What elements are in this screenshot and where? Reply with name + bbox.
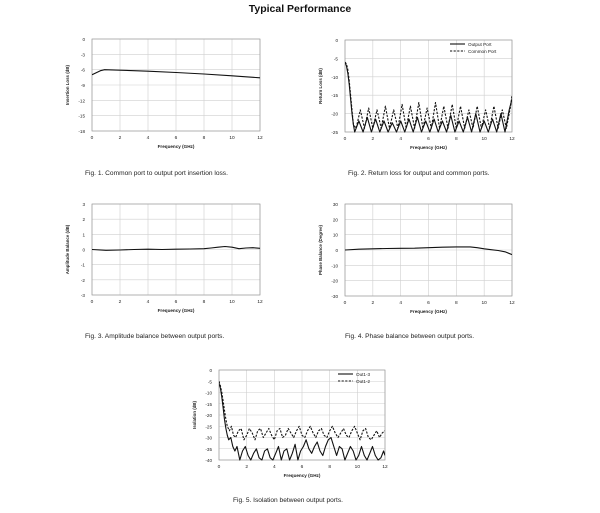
chart-1 <box>65 37 263 149</box>
chart-3 <box>65 202 263 313</box>
x-axis-label: Frequency (GHz) <box>283 473 321 478</box>
x-tick-label: 2 <box>371 301 375 306</box>
y-tick-label: 20 <box>332 217 338 223</box>
y-tick-label: -18 <box>78 129 85 134</box>
y-tick-label: 2 <box>82 217 85 223</box>
caption-fig5: Fig. 5. Isolation between output ports. <box>233 497 343 504</box>
x-tick-label: 10 <box>481 301 487 306</box>
x-tick-label: 6 <box>300 465 304 470</box>
chart-2 <box>318 38 515 150</box>
y-tick-label: 10 <box>332 232 338 238</box>
chart-4 <box>318 202 515 314</box>
legend-label: Out1-2 <box>356 378 371 384</box>
y-tick-label: 0 <box>82 247 85 253</box>
y-tick-label: -25 <box>205 424 212 430</box>
x-tick-label: 8 <box>454 301 458 306</box>
y-tick-label: -3 <box>80 293 85 298</box>
y-tick-label: -20 <box>205 413 212 418</box>
y-tick-label: 0 <box>209 368 212 373</box>
x-tick-label: 8 <box>454 137 458 142</box>
caption-fig3: Fig. 3. Amplitude balance between output ports. <box>85 333 225 340</box>
y-axis-label: Phase Balance (Degree) <box>318 224 323 276</box>
y-tick-label: -25 <box>331 130 338 135</box>
y-tick-label: -20 <box>331 111 338 117</box>
x-tick-label: 6 <box>427 137 430 142</box>
x-tick-label: 6 <box>427 301 430 306</box>
y-tick-label: -3 <box>80 52 85 58</box>
y-tick-label: -15 <box>331 93 338 99</box>
y-tick-label: -40 <box>205 458 212 463</box>
x-tick-label: 6 <box>174 136 178 141</box>
legend <box>450 42 497 54</box>
x-tick-label: 0 <box>343 137 347 142</box>
y-tick-label: 0 <box>335 248 338 253</box>
x-tick-label: 4 <box>399 137 403 142</box>
legend-label: Output Port <box>468 41 492 47</box>
legend-label: Common Port <box>468 48 497 54</box>
x-tick-label: 12 <box>382 465 388 470</box>
x-axis-label: Frequency (GHz) <box>410 145 447 150</box>
x-tick-label: 0 <box>343 301 347 306</box>
chart-5 <box>192 368 388 478</box>
x-tick-label: 0 <box>217 465 221 470</box>
y-tick-label: 30 <box>332 202 338 207</box>
y-tick-label: -2 <box>80 277 85 283</box>
y-tick-label: -10 <box>205 390 212 396</box>
y-tick-label: -15 <box>78 113 85 119</box>
x-tick-label: 0 <box>90 136 94 141</box>
x-tick-label: 8 <box>202 300 206 305</box>
caption-fig4: Fig. 4. Phase balance between output ports. <box>345 333 475 340</box>
y-tick-label: -5 <box>207 379 212 385</box>
y-tick-label: -12 <box>78 98 85 104</box>
x-tick-label: 2 <box>371 137 375 142</box>
y-tick-label: -20 <box>331 278 338 284</box>
caption-fig2: Fig. 2. Return loss for output and common ports. <box>348 170 490 177</box>
y-tick-label: -10 <box>331 74 338 80</box>
x-tick-label: 12 <box>509 301 515 306</box>
y-tick-label: -10 <box>331 263 338 269</box>
y-tick-label: 3 <box>82 202 85 207</box>
y-tick-label: -1 <box>80 262 85 268</box>
y-tick-label: -5 <box>333 56 338 62</box>
x-tick-label: 2 <box>245 465 249 470</box>
x-tick-label: 0 <box>90 300 94 305</box>
y-axis-label: Return Loss (dB) <box>318 68 323 104</box>
caption-fig1: Fig. 1. Common port to output port insertion loss. <box>85 170 228 177</box>
y-tick-label: 0 <box>82 37 85 42</box>
x-axis-label: Frequency (GHz) <box>410 309 447 314</box>
x-tick-label: 10 <box>229 300 235 305</box>
page-title: Typical Performance <box>248 3 352 15</box>
y-tick-label: -35 <box>205 446 212 452</box>
x-tick-label: 12 <box>257 300 263 305</box>
x-tick-label: 4 <box>146 300 150 305</box>
x-tick-label: 10 <box>481 137 487 142</box>
y-tick-label: -30 <box>205 435 212 441</box>
y-tick-label: -9 <box>80 83 85 88</box>
y-axis-label: Amplitude Balance (dB) <box>65 224 70 275</box>
y-tick-label: -15 <box>205 401 212 407</box>
x-tick-label: 8 <box>328 465 332 470</box>
x-tick-label: 10 <box>354 465 361 470</box>
x-axis-label: Frequency (GHz) <box>157 308 195 313</box>
legend <box>338 372 370 384</box>
x-tick-label: 12 <box>257 136 263 141</box>
x-tick-label: 2 <box>118 300 122 305</box>
legend-label: Out1-3 <box>356 371 371 377</box>
y-axis-label: Isolation (dB) <box>192 400 197 430</box>
y-tick-label: -6 <box>80 67 85 73</box>
y-tick-label: -30 <box>331 294 338 299</box>
x-tick-label: 4 <box>399 301 403 306</box>
y-tick-label: 1 <box>82 232 85 238</box>
x-tick-label: 4 <box>272 465 276 470</box>
x-tick-label: 2 <box>118 136 122 141</box>
y-axis-label: Insertion Loss (dB) <box>65 64 70 106</box>
x-tick-label: 10 <box>229 136 235 141</box>
x-tick-label: 8 <box>202 136 206 141</box>
x-tick-label: 12 <box>509 137 515 142</box>
y-tick-label: 0 <box>335 38 338 43</box>
x-tick-label: 6 <box>174 300 178 305</box>
x-tick-label: 4 <box>146 136 150 141</box>
x-axis-label: Frequency (GHz) <box>157 144 195 149</box>
